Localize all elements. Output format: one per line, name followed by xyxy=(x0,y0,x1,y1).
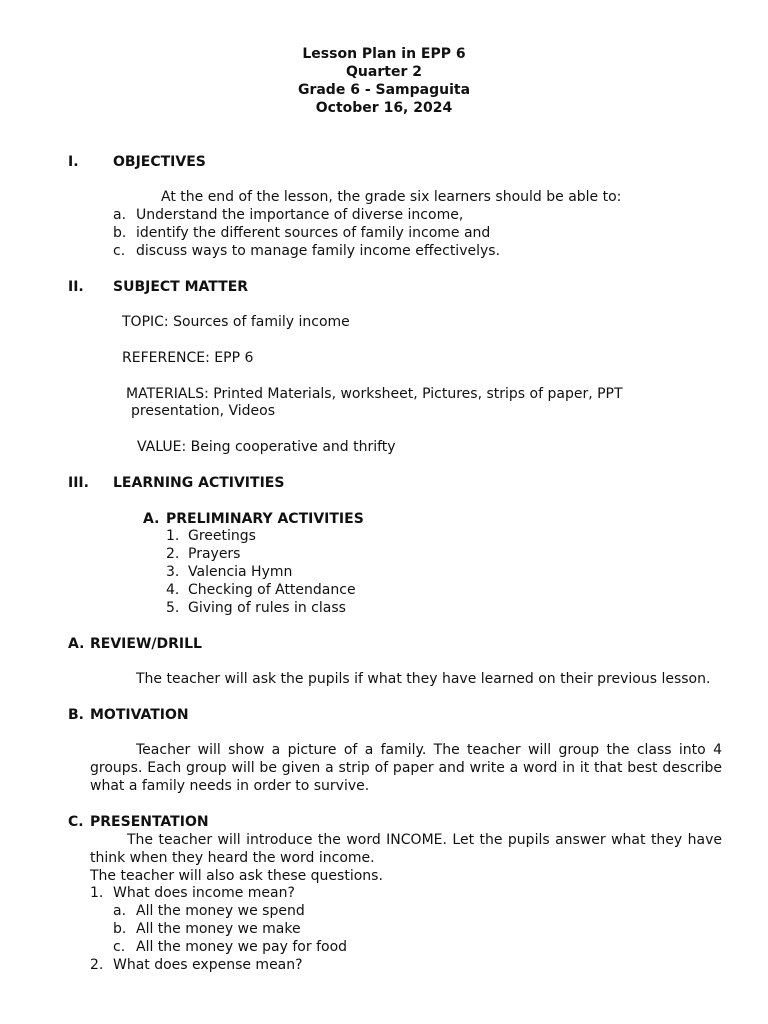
grade-line: Grade 6 - Sampaguita xyxy=(297,82,471,98)
motivation-heading: MOTIVATION xyxy=(90,707,189,723)
review-marker: A. xyxy=(68,636,85,652)
document-title: Lesson Plan in EPP 6 xyxy=(302,46,466,62)
activity-item: Checking of Attendance xyxy=(188,582,356,598)
objective-item: discuss ways to manage family income effectivelys. xyxy=(136,243,501,259)
activity-marker: 1. xyxy=(166,528,180,544)
objectives-heading: OBJECTIVES xyxy=(113,154,206,170)
subject-matter-numeral: II. xyxy=(68,279,84,295)
review-heading: REVIEW/DRILL xyxy=(90,636,202,652)
learning-activities-numeral: III. xyxy=(68,475,89,491)
preliminary-marker: A. xyxy=(143,511,160,527)
value-line: VALUE: Being cooperative and thrifty xyxy=(137,439,396,455)
option-marker: c. xyxy=(113,939,126,955)
option-marker: b. xyxy=(113,921,127,937)
option-marker: a. xyxy=(113,903,127,919)
activity-item: Prayers xyxy=(188,546,241,562)
presentation-marker: C. xyxy=(68,814,84,830)
objective-marker: b. xyxy=(113,225,127,241)
activity-item: Giving of rules in class xyxy=(188,600,346,616)
reference-line: REFERENCE: EPP 6 xyxy=(122,350,254,366)
preliminary-heading: PRELIMINARY ACTIVITIES xyxy=(166,511,364,527)
activity-marker: 5. xyxy=(166,600,180,616)
objective-marker: c. xyxy=(113,243,126,259)
quarter-line: Quarter 2 xyxy=(346,64,422,80)
learning-activities-heading: LEARNING ACTIVITIES xyxy=(113,475,285,491)
topic-line: TOPIC: Sources of family income xyxy=(122,314,350,330)
question-marker: 2. xyxy=(90,957,104,973)
option-text: All the money we pay for food xyxy=(136,939,348,955)
review-text: The teacher will ask the pupils if what they have learned on their previous lesson. xyxy=(136,671,711,687)
objective-marker: a. xyxy=(113,207,127,223)
objectives-intro: At the end of the lesson, the grade six learners should be able to: xyxy=(161,189,622,205)
objective-item: identify the different sources of family income and xyxy=(136,225,491,241)
questions-intro: The teacher will also ask these questions. xyxy=(90,868,383,884)
objectives-numeral: I. xyxy=(68,154,79,170)
objective-item: Understand the importance of diverse income, xyxy=(136,207,464,223)
activity-marker: 4. xyxy=(166,582,180,598)
materials-line-continued: presentation, Videos xyxy=(131,403,276,419)
presentation-heading: PRESENTATION xyxy=(90,814,209,830)
activity-marker: 2. xyxy=(166,546,180,562)
question-text: What does expense mean? xyxy=(113,957,303,973)
motivation-text: Teacher will show a picture of a family. The teacher will group the class into 4 groups. Each group will be given a strip of paper and write a word in it that best describe what a family needs in order to survive. xyxy=(90,742,722,794)
option-text: All the money we make xyxy=(136,921,301,937)
option-text: All the money we spend xyxy=(136,903,305,919)
subject-matter-heading: SUBJECT MATTER xyxy=(113,279,249,295)
activity-item: Greetings xyxy=(188,528,256,544)
activity-item: Valencia Hymn xyxy=(188,564,293,580)
activity-marker: 3. xyxy=(166,564,180,580)
date-line: October 16, 2024 xyxy=(315,100,453,116)
question-text: What does income mean? xyxy=(113,885,295,901)
question-marker: 1. xyxy=(90,885,104,901)
motivation-marker: B. xyxy=(68,707,84,723)
presentation-text: The teacher will introduce the word INCOME. Let the pupils answer what they have think when they heard the word income. xyxy=(90,832,722,866)
materials-line: MATERIALS: Printed Materials, worksheet, Pictures, strips of paper, PPT xyxy=(126,386,623,402)
